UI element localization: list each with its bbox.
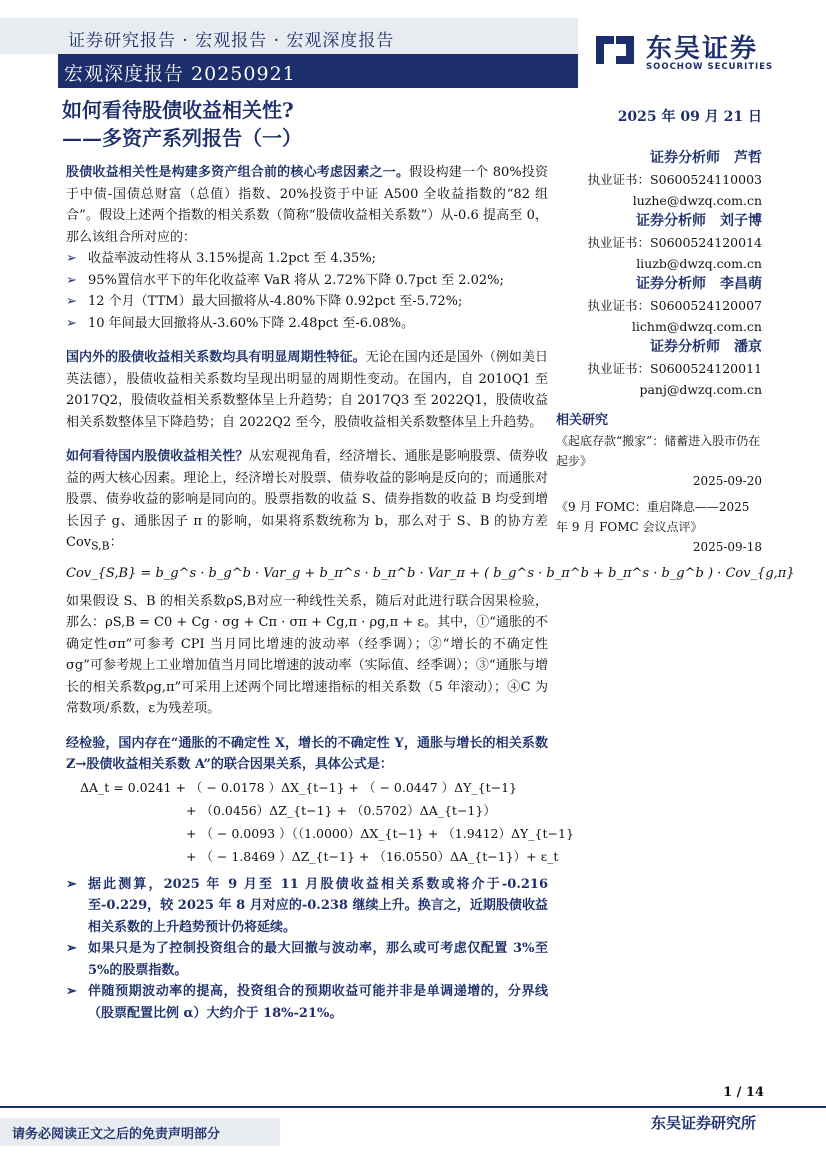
arrow-bullet-icon: ➢ [66,315,77,331]
section-2-paragraph [66,347,548,433]
analyst-name: 证券分析师 李昌萌 [636,276,762,292]
list-item: ➢ 12 个月（TTM）最大回撤将从-4.80%下降 0.92pct 至-5.72%; [66,291,548,313]
related-research-date: 2025-09-20 [692,474,762,488]
arrow-bullet-icon: ➢ [66,294,77,309]
section-3-lead: 如何看待国内股债收益相关性？ [66,449,249,464]
analyst-name: 证券分析师 芦哲 [650,150,762,166]
disclaimer-notice: 请务必阅读正文之后的免责声明部分 [12,1127,221,1142]
analyst-block [556,148,762,211]
analyst-name: 证券分析师 刘子博 [636,213,762,229]
section-4-lead: 经检验，国内存在“通胀的不确定性 X，增长的不确定性 Y，通胀与增长的相关系数 Z→股债收益相关系数 A”的联合因果关系，具体公式是： [66,735,548,773]
report-date: 2025 年 09 月 21 日 [617,109,762,125]
related-research-link[interactable]: 《起底存款“搬家”：储蓄进入股市仍在起步》 [556,434,761,468]
institute-name: 东吴证券研究所 [650,1114,756,1132]
arrow-bullet-icon: ➢ [66,251,77,266]
report-category: 证券研究报告 · 宏观报告 · 宏观深度报告 [68,31,395,51]
section-3-paragraph: 如何看待国内股债收益相关性？从宏观视角看，经济增长、通胀是影响股票、债券收益的两大核心因素。理论上，经济增长对股票、债券收益的影响是反向的；而通胀对股票、债券收益的影响是同向的。股票指数的收益 S、债券指数的收益 B 均受到增长因子 g、通胀因子 π 的影响，如果将系数统称为 b，那么对于 S、B 的协方差Cov$_{S,B}$： [66,449,548,553]
section-3-body: 从宏观视角看，经济增长、通胀是影响股票、债券收益的两大核心因素。理论上，经济增长对股票、债券收益的影响是反向的；而通胀对股票、债券收益的影响是同向的。股票指数的收益 S、债券指数的收益 B 均受到增长因子 g、通胀因子 π 的影响，如果将系数统称为 b，那么对于 S、B 的协方差Cov [66,449,548,550]
equation-line: ΔA_t = 0.0241 + （ − 0.0178 ）ΔX_{t−1} + （ − 0.0447 ）ΔY_{t−1} [80,779,518,795]
section-2-body: 无论在国内还是国外（例如美日英法德），股债收益相关系数均呈现出明显的周期性变动。在国内，自 2010Q1 至 2017Q2，股债收益相关系数整体呈上升趋势；自 2017Q3 至 2022Q1，股债收益相关系数整体呈下降趋势；自 2022Q2 至今，股债收益相关系数整体呈上升趋势。 [66,350,548,430]
analyst-email[interactable]: liuzb@dwzq.com.cn [636,256,762,271]
section-1-bullets [66,248,548,334]
list-item: ➢ 10 年间最大回撤将从-3.60%下降 2.48pct 至-6.08%。 [66,313,548,335]
brand-name-cn: 东吴证券 [646,34,759,64]
arrow-bullet-icon: ➢ [66,272,77,288]
related-research-link[interactable]: 《9 月 FOMC：重启降息——2025 年 9 月 FOMC 会议点评》 [556,500,750,534]
arrow-bullet-icon: ➢ [66,876,77,892]
page-number: 1 / 14 [723,1085,764,1100]
analyst-name: 证券分析师 潘京 [650,339,762,355]
causal-equation [66,776,574,868]
report-title: 如何看待股债收益相关性? [62,98,294,122]
section-2-lead: 国内外的股债收益相关系数均具有明显周期性特征。 [66,350,366,365]
sidebar [556,148,762,563]
brand-name-en: SOOCHOW SECURITIES [646,62,774,72]
covariance-formula: Cov_{S,B} = b_g^s · b_g^b · Var_g + b_π^s · b_π^b · Var_π + ( b_g^s · b_π^b + b_π^s · b_g^b ) · Cov_{g,π} [66,566,795,582]
list-item: ➢ 伴随预期波动率的提高，投资组合的预期收益可能并非是单调递增的，分界线（股票配置比例 α）大约介于 18%-21%。 [66,981,548,1024]
footer-divider [0,1106,826,1108]
related-research-heading: 相关研究 [556,413,609,428]
analyst-email[interactable]: luzhe@dwzq.com.cn [632,193,762,208]
analyst-cert: 执业证书：S0600524120011 [587,361,762,376]
report-subtitle: ——多资产系列报告（一） [62,126,302,150]
equation-line: + （ − 1.8469 ）ΔZ_{t−1} + （16.0550）ΔA_{t−1}）+ ε_t [186,848,559,864]
analyst-block [556,274,762,337]
arrow-bullet-icon: ➢ [66,941,77,957]
analyst-block [556,337,762,400]
analyst-cert: 执业证书：S0600524120007 [587,298,762,313]
section-3-paragraph-2: 如果假设 S、B 的相关系数ρS,B对应一种线性关系，随后对此进行联合因果检验，那么：ρS,B = C0 + Cg · σg + Cπ · σπ + Cg,π · ρg,π + ε。其中，①“通胀的不确定性σπ”可参考 CPI 当月同比增速的波动率（经季调）；②“增长的不确定性σg”可参考规上工业增加值当月同比增速的波动率（实际值、经季调）；③“通胀与增长的相关系数ρg,π”可采用上述两个同比增速指标的相关系数（5 年滚动）；④C 为常数项/系数，ε为残差项。 [66,593,548,717]
analyst-email[interactable]: panj@dwzq.com.cn [639,382,762,397]
list-item: ➢ 95%置信水平下的年化收益率 VaR 将从 2.72%下降 0.7pct 至 2.02%; [66,270,548,292]
report-tag: 宏观深度报告 20250921 [64,63,296,85]
list-item: ➢ 收益率波动性将从 3.15%提高 1.2pct 至 4.35%; [66,248,548,270]
equation-line: + （0.0456）ΔZ_{t−1} + （0.5702）ΔA_{t−1}） [186,802,496,818]
list-item: ➢ 如果只是为了控制投资组合的最大回撤与波动率，那么或可考虑仅配置 3%至 5%的股票指数。 [66,938,548,981]
analyst-block [556,211,762,274]
analyst-cert: 执业证书：S0600524110003 [587,172,762,187]
analyst-cert: 执业证书：S0600524120014 [587,235,762,250]
list-item: ➢ 据此测算，2025 年 9 月至 11 月股债收益相关系数或将介于-0.216 至-0.229，较 2025 年 8 月对应的-0.238 继续上升。换言之，近期股债收益相关系数的上升趋势预计仍将延续。 [66,874,548,939]
section-4-bullets [66,874,548,1025]
arrow-bullet-icon: ➢ [66,984,77,1000]
analyst-email[interactable]: lichm@dwzq.com.cn [631,319,762,334]
section-1-lead: 股债收益相关性是构建多资产组合前的核心考虑因素之一。 [66,165,410,180]
equation-line: + （ − 0.0093 ）（（1.0000）ΔX_{t−1} + （1.9412）ΔY_{t−1} [186,825,574,841]
section-1-body: 假设构建一个 80%投资于中债-国债总财富（总值）指数、20%投资于中证 A500 全收益指数的“82 组合”。假设上述两个指数的相关系数（简称“股债收益相关系数”）从-0.6 提高至 0，那么该组合所对应的： [66,165,548,245]
related-research-date: 2025-09-18 [692,540,762,554]
brand-logo-icon [592,30,638,70]
section-1-paragraph [66,162,548,248]
